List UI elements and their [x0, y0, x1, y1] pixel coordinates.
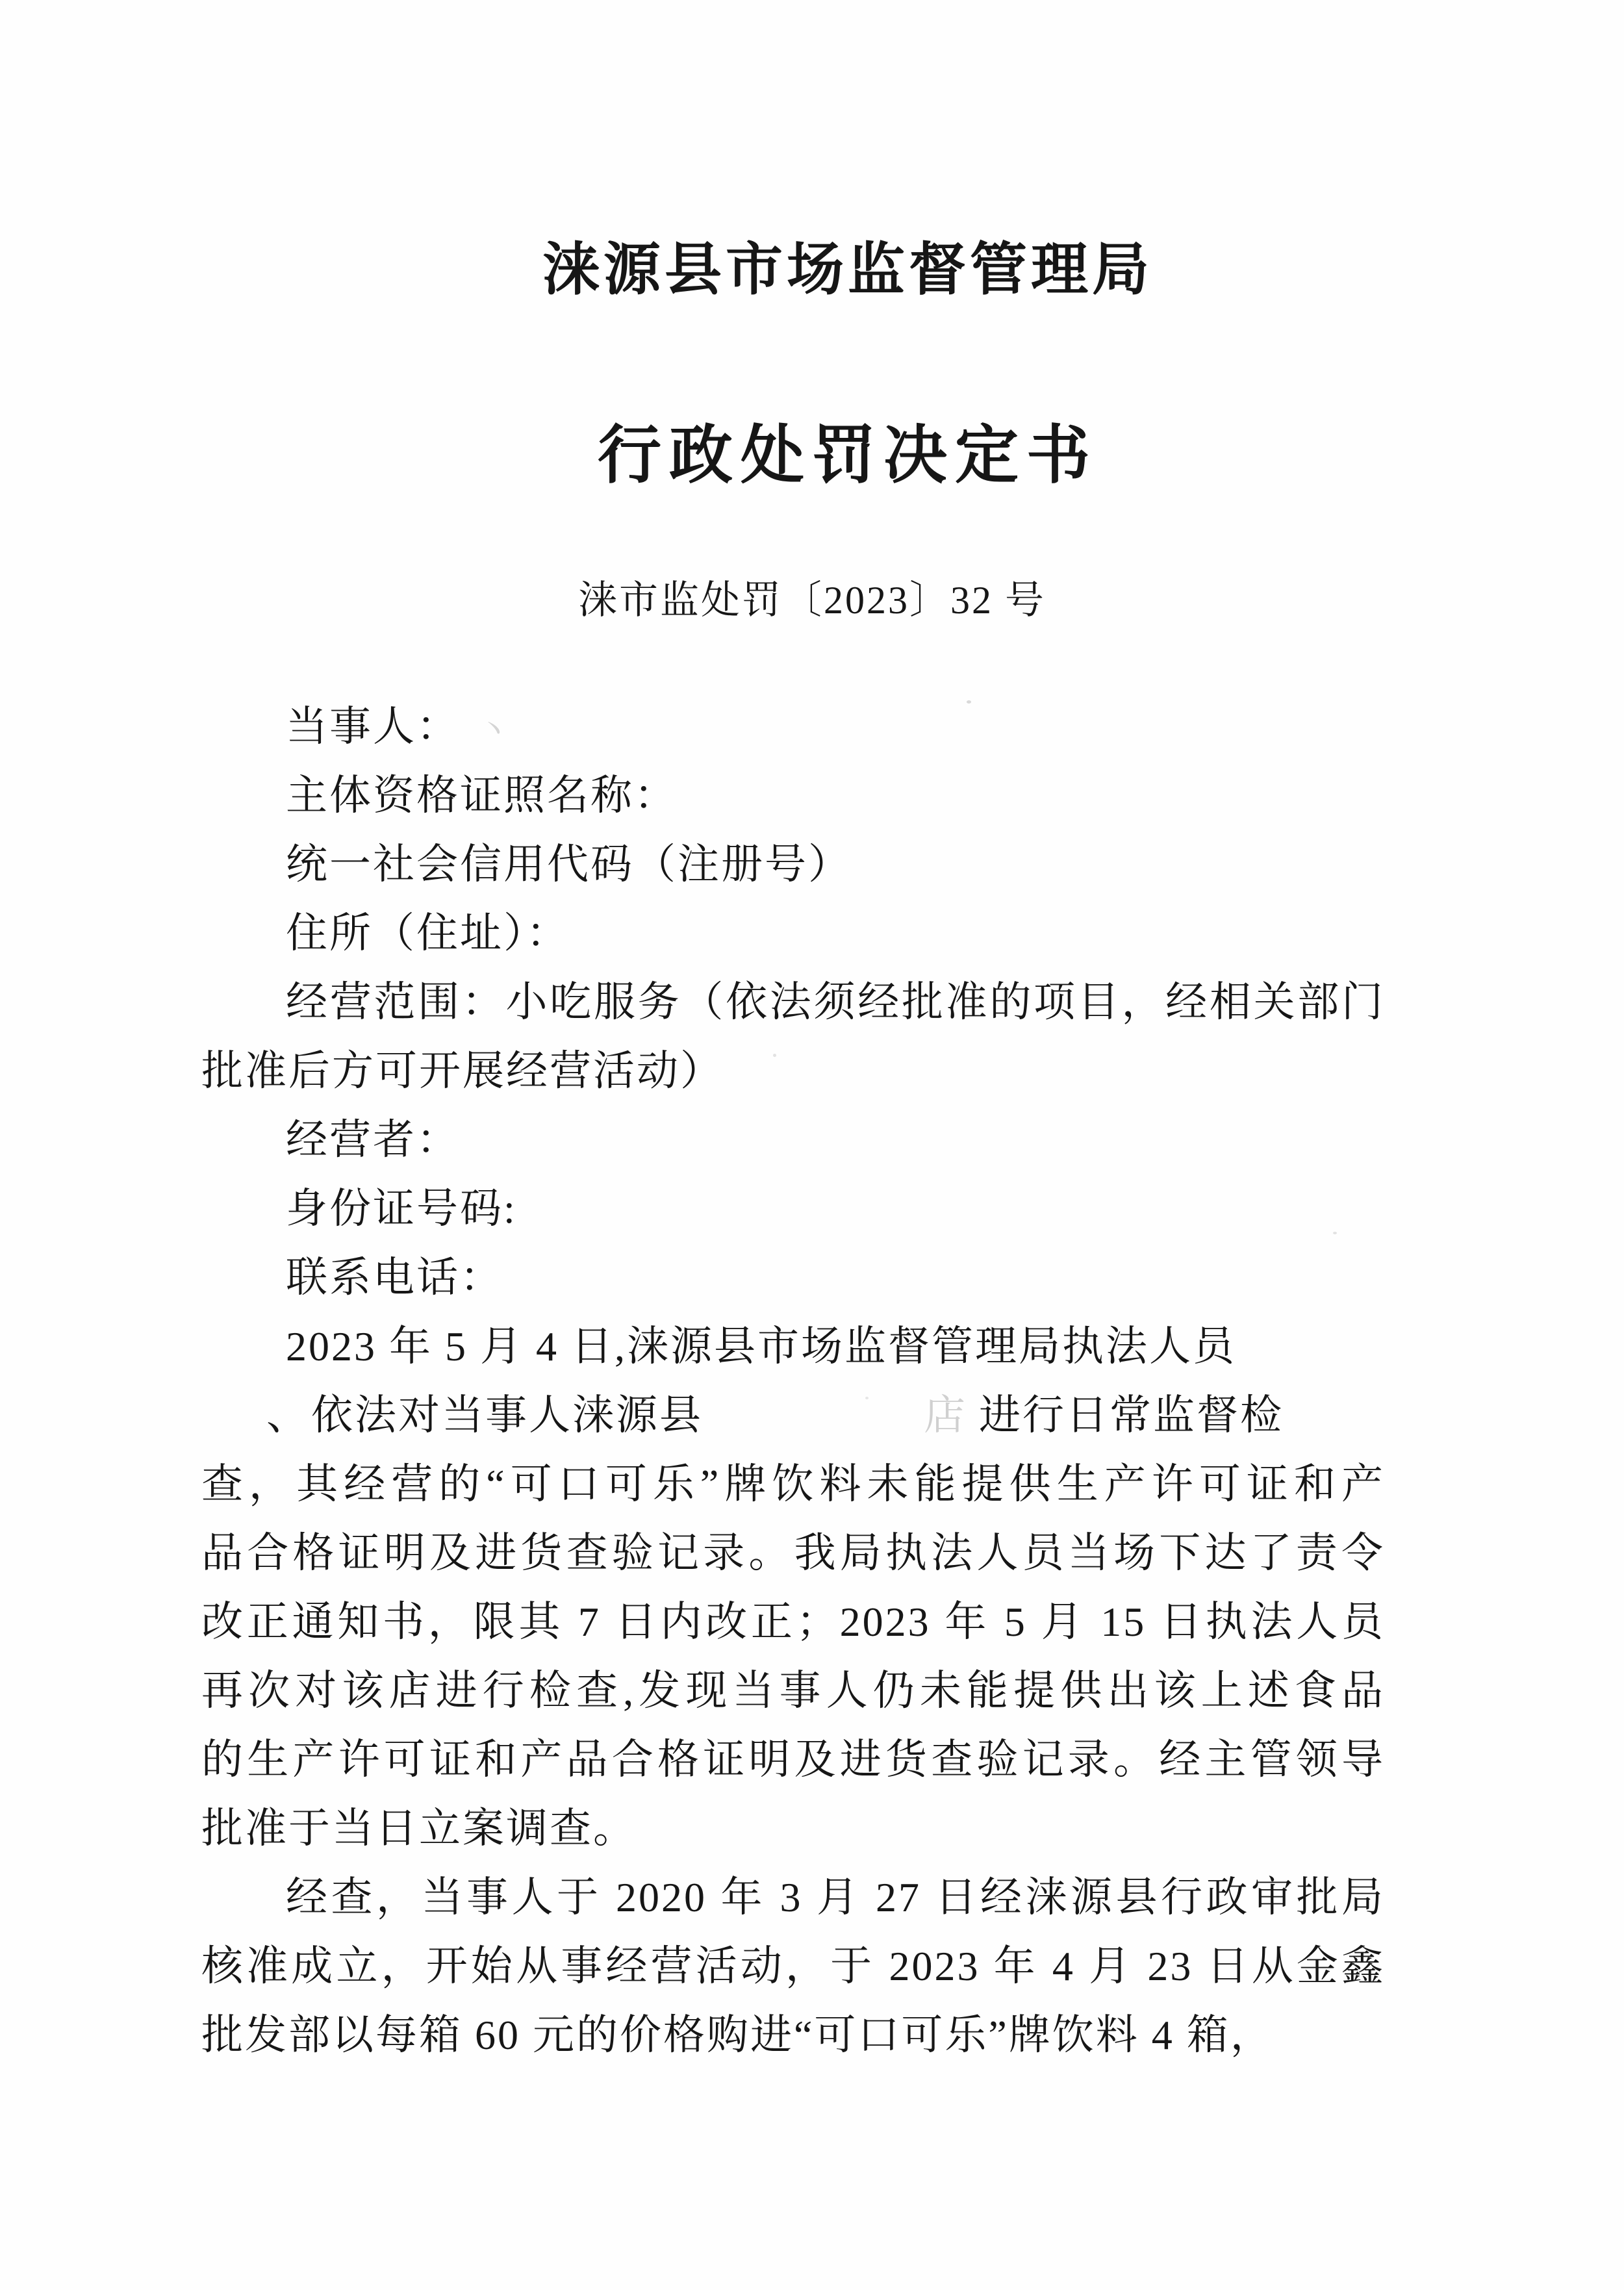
text-line: [201, 830, 1385, 899]
line-text: 核准成立，开始从事经营活动，于 2023 年 4 月 23 日从金鑫: [201, 1943, 1385, 1989]
line-text: 主体资格证照名称：: [286, 772, 678, 819]
text-line: [201, 1932, 1385, 2001]
line-text: 统一社会信用代码（注册号）: [286, 841, 852, 887]
list-bullet: 、: [266, 1392, 310, 1438]
line-text: 查，其经营的“可口可乐”牌饮料未能提供生产许可证和产: [201, 1461, 1385, 1507]
text-line: [201, 1519, 1385, 1588]
text-line: [201, 1794, 1385, 1863]
text-line: [201, 1863, 1385, 1932]
line-text: 批准于当日立案调查。: [201, 1805, 637, 1851]
line-text: 依法对当事人涞源县: [311, 1392, 703, 1438]
document-number: 涞市监处罚〔2023〕32 号: [578, 579, 1046, 622]
scan-speckle: [967, 700, 971, 704]
line-text: 批发部以每箱 60 元的价格购进“可口可乐”牌饮料 4 箱，: [201, 2012, 1274, 2058]
line-text: 身份证号码:: [286, 1186, 517, 1232]
line-text: 2023 年 5 月 4 日,涞源县市场监督管理局执法人员: [286, 1323, 1236, 1369]
text-line: [201, 1381, 1385, 1450]
line-text: 改正通知书，限其 7 日内改正；2023 年 5 月 15 日执法人员: [201, 1599, 1385, 1645]
text-line: [201, 899, 1385, 968]
text-line: [201, 1175, 1385, 1243]
text-line: [201, 1725, 1385, 1794]
document-title: 行政处罚决定书: [597, 419, 1098, 490]
line-text: 经营范围：小吃服务（依法须经批准的项目，经相关部门: [286, 979, 1385, 1025]
text-line: [201, 1312, 1385, 1381]
agency-title: 涞源县市场监督管理局: [542, 237, 1153, 301]
line-text: 当事人：: [286, 704, 460, 750]
text-line: [201, 761, 1385, 830]
text-line: [201, 2001, 1385, 2070]
text-line: [201, 1106, 1385, 1175]
text-line: [201, 968, 1385, 1037]
line-text: 批准后方可开展经营活动）: [201, 1048, 724, 1094]
text-line: [201, 1450, 1385, 1519]
document-body: [201, 693, 1385, 2070]
text-line: [201, 1588, 1385, 1657]
text-line: [201, 1657, 1385, 1725]
text-line: [201, 1243, 1385, 1312]
line-text: 品合格证明及进货查验记录。我局执法人员当场下达了责令: [201, 1530, 1385, 1576]
redacted-text-remnant: 丶: [478, 713, 512, 748]
line-text: 进行日常监督检: [979, 1392, 1284, 1438]
scan-speckle: [865, 1397, 869, 1399]
line-text: 经查，当事人于 2020 年 3 月 27 日经涞源县行政审批局: [286, 1874, 1385, 1920]
scan-speckle: [1333, 1232, 1337, 1234]
line-text: 经营者：: [286, 1117, 460, 1163]
line-text: 再次对该店进行检查,发现当事人仍未能提供出该上述食品: [201, 1668, 1385, 1714]
text-line: [201, 693, 1385, 761]
line-text: 联系电话：: [286, 1254, 503, 1301]
line-text: 的生产许可证和产品合格证明及进货查验记录。经主管领导: [201, 1737, 1385, 1783]
scan-speckle: [773, 1054, 776, 1057]
line-text: 住所（住址）：: [286, 910, 570, 956]
redacted-text-remnant: 店: [924, 1392, 967, 1438]
text-line: [201, 1037, 1385, 1106]
